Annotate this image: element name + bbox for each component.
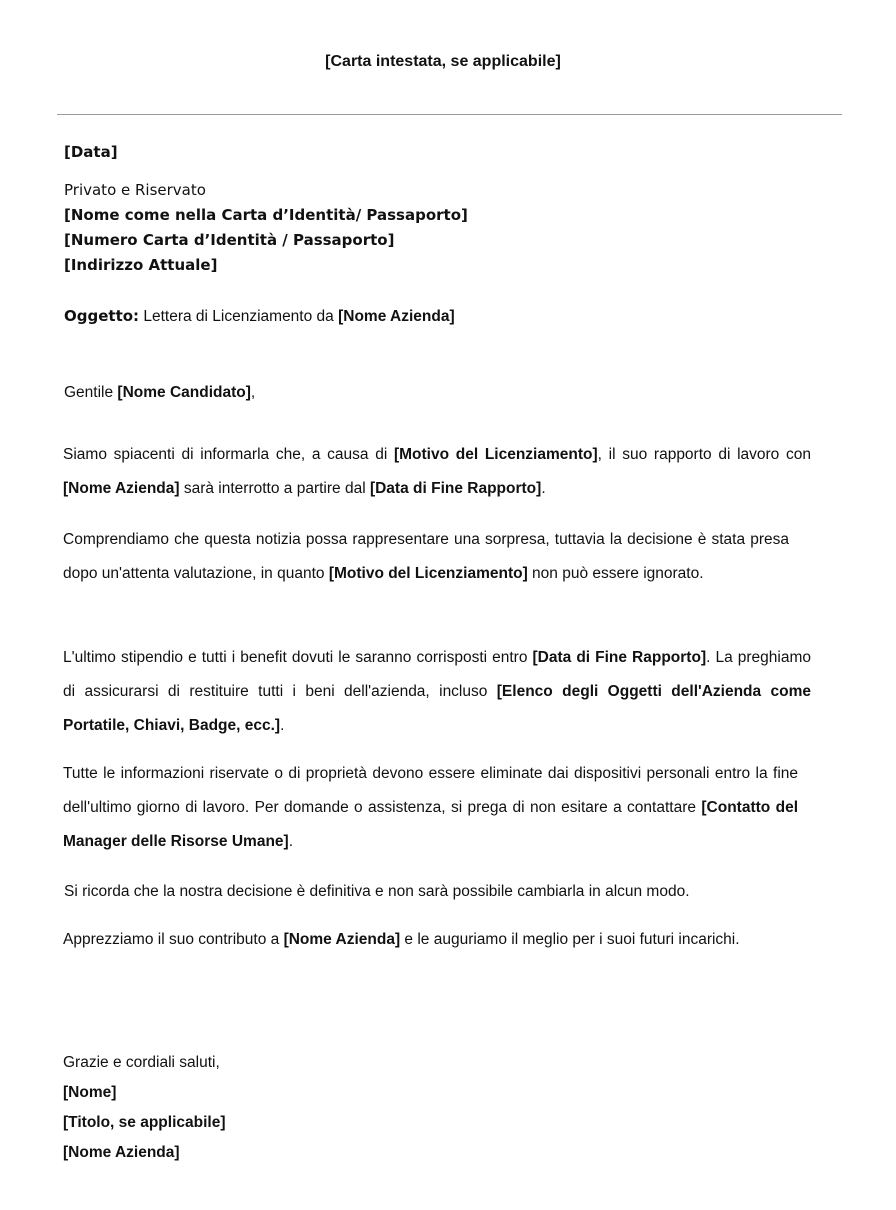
closing-salutation: Grazie e cordiali saluti, <box>63 1054 220 1071</box>
paragraph-3: L'ultimo stipendio e tutti i benefit dovuti le saranno corrisposti entro [Data di Fine Rapporto]. La preghiamo di assicurarsi di restituire tutti i beni dell'azienda, incluso [Elenco degli Oggetti dell'Azienda come Portatile, Chiavi, Badge, ecc.]. <box>63 649 811 734</box>
paragraph-4: Tutte le informazioni riservate o di proprietà devono essere eliminate dai dispositivi personali entro la fine dell'ultimo giorno di lavoro. Per domande o assistenza, si prega di non esitare a contattare [Contatto del Manager delle Risorse Umane]. <box>63 765 799 850</box>
recipient-name: [Nome come nella Carta d’Identità/ Passaporto] <box>64 206 468 224</box>
recipient-id-number: [Numero Carta d’Identità / Passaporto] <box>64 231 395 249</box>
greeting: Gentile [Nome Candidato], <box>64 384 256 401</box>
paragraph-6: Apprezziamo il suo contributo a [Nome Azienda] e le auguriamo il meglio per i suoi futuri incarichi. <box>63 931 740 948</box>
recipient-block <box>64 140 812 278</box>
letterhead: [Carta intestata, se applicabile] <box>325 53 561 70</box>
date: [Data] <box>64 143 118 161</box>
signer-name: [Nome] <box>63 1084 117 1101</box>
header-divider <box>57 114 842 115</box>
closing-block <box>63 1048 811 1168</box>
signer-company: [Nome Azienda] <box>63 1144 180 1161</box>
confidential-note: Privato e Riservato <box>64 181 206 199</box>
recipient-address: [Indirizzo Attuale] <box>64 256 218 274</box>
paragraph-1: Siamo spiacenti di informarla che, a causa di [Motivo del Licenziamento], il suo rapporto di lavoro con [Nome Azienda] sarà interrotto a partire dal [Data di Fine Rapporto]. <box>63 446 811 497</box>
signer-title: [Titolo, se applicabile] <box>63 1114 226 1131</box>
paragraph-5: Si ricorda che la nostra decisione è definitiva e non sarà possibile cambiarla in alcun modo. <box>64 883 690 900</box>
paragraph-2: Comprendiamo che questa notizia possa rappresentare una sorpresa, tuttavia la decisione è stata presa dopo un'attenta valutazione, in quanto [Motivo del Licenziamento] non può essere ignorato. <box>63 531 789 582</box>
subject-line: Oggetto: Lettera di Licenziamento da [Nome Azienda] <box>64 307 455 325</box>
